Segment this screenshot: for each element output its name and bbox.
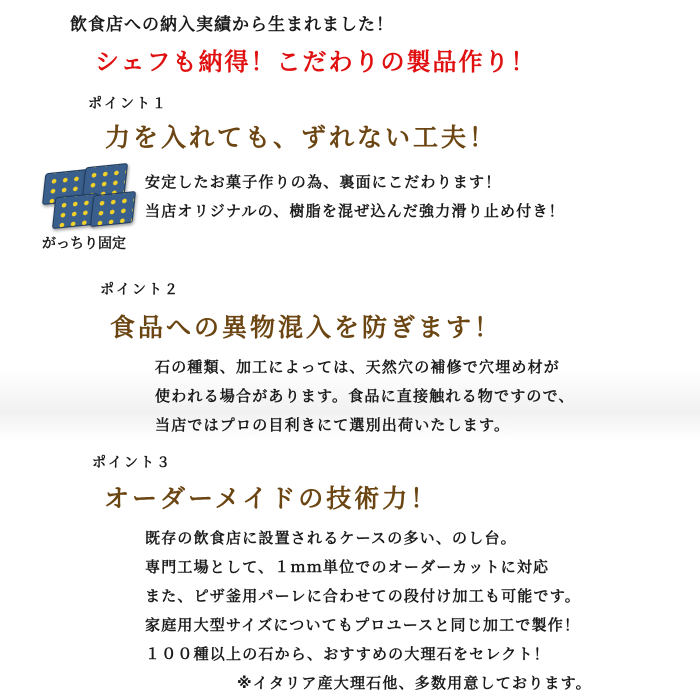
point-2-line: 使われる場合があります。食品に直接触れる物ですので、 (155, 387, 575, 405)
image-caption: がっちり固定 (42, 236, 126, 252)
tile-shape (90, 191, 136, 227)
point-3-note: ※イタリア産大理石他、多数用意しております。 (237, 674, 592, 692)
headline: シェフも納得！こだわりの製品作り！ (95, 48, 537, 76)
point-2-title: 食品への異物混入を防ぎます！ (110, 313, 503, 342)
point-3-line: １００種以上の石から、おすすめの大理石をセレクト！ (145, 645, 550, 663)
point-1-line: 当店オリジナルの、樹脂を混ぜ込んだ強力滑り止め付き！ (145, 202, 565, 220)
point-1-label: ポイント１ (88, 96, 168, 112)
point-2-line: 石の種類、加工によっては、天然穴の補修で穴埋め材が (155, 358, 561, 376)
point-1-body (145, 168, 565, 226)
point-3-label: ポイント３ (92, 455, 172, 471)
point-3-line: 専門工場として、１ｍｍ単位でのオーダーカットに対応 (145, 558, 550, 576)
non-slip-tile-image (40, 165, 135, 230)
point-1-title: 力を入れても、ずれない工夫！ (105, 123, 498, 152)
point-1-line: 安定したお菓子作りの為、裏面にこだわります！ (145, 173, 502, 191)
point-2-line: 当店ではプロの目利きにて選別出荷いたします。 (155, 416, 511, 434)
point-3-title: オーダーメイドの技術力！ (104, 484, 439, 513)
point-2-body (155, 353, 575, 440)
point-2-label: ポイント２ (100, 282, 180, 298)
point-3-body (145, 524, 592, 698)
point-3-line: 既存の飲食店に設置されるケースの多い、のし台。 (145, 529, 517, 547)
point-3-line: また、ピザ釜用パーレに合わせての段付け加工も可能です。 (145, 587, 581, 605)
intro-text: 飲食店への納入実績から生まれました！ (70, 15, 394, 35)
point-3-line: 家庭用大型サイズについてもプロユースと同じ加工で製作！ (145, 616, 581, 634)
